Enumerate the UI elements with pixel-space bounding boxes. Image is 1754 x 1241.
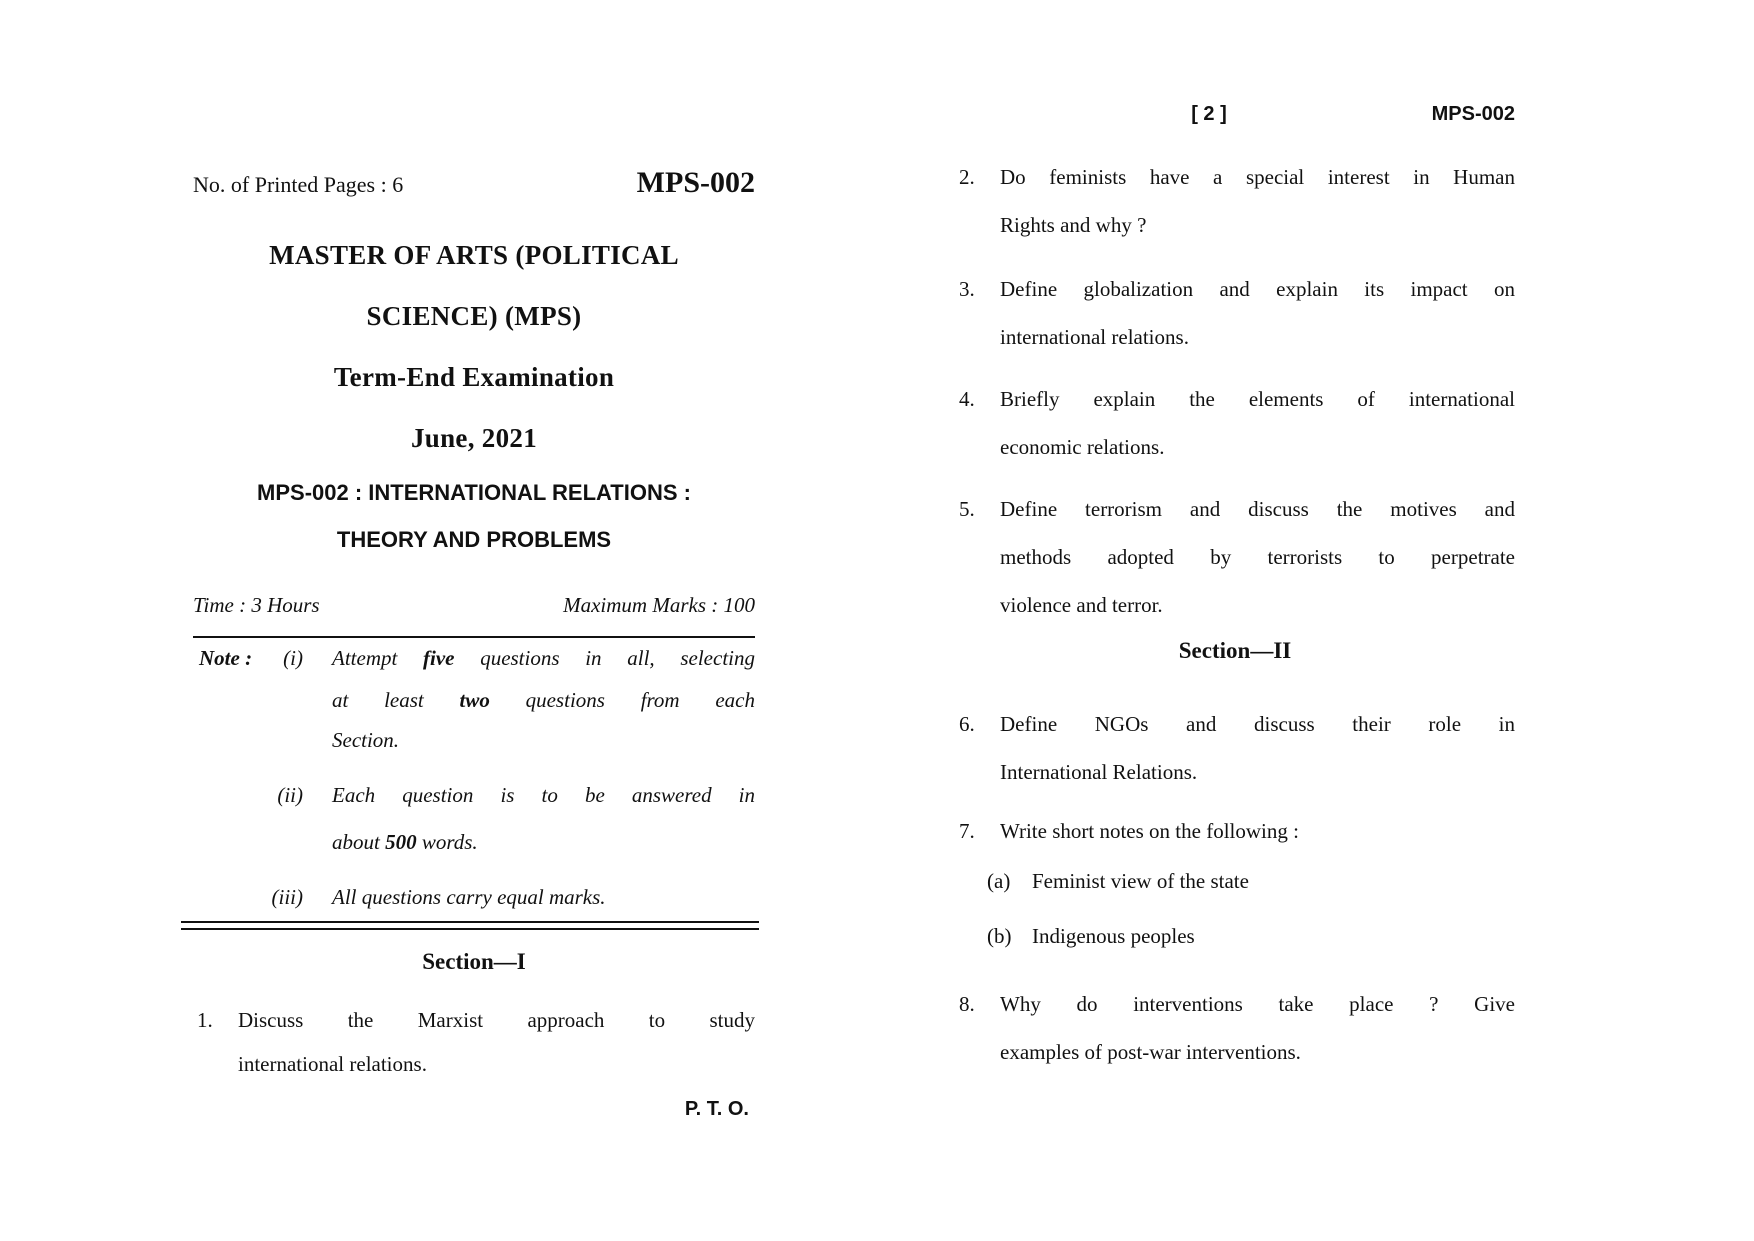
question-1-line1: Discuss the Marxist approach to study xyxy=(238,1008,755,1032)
question-3-line2: international relations. xyxy=(1000,325,1189,349)
question-8-number: 8. xyxy=(959,992,975,1016)
question-3-body xyxy=(1000,265,1515,361)
exam-date: June, 2021 xyxy=(410,423,538,453)
question-2-body xyxy=(1000,153,1515,249)
page-number: [ 2 ] xyxy=(1191,103,1227,125)
question-5-line2: methods adopted by terrorists to perpetrate xyxy=(1000,545,1515,569)
note-label: Note : xyxy=(199,646,253,670)
question-6 xyxy=(955,700,1515,796)
note-text xyxy=(332,783,755,808)
question-1 xyxy=(193,998,755,1086)
question-2 xyxy=(955,153,1515,249)
note-text xyxy=(332,728,755,753)
subitem-b-text: Indigenous peoples xyxy=(1032,924,1195,948)
question-4-line1: Briefly explain the elements of international xyxy=(1000,387,1515,411)
subitem-a-text: Feminist view of the state xyxy=(1032,869,1249,893)
note-marker-ii: (ii) xyxy=(277,783,303,807)
question-4-body xyxy=(1000,375,1515,471)
question-2-number: 2. xyxy=(959,165,975,189)
question-4-number: 4. xyxy=(959,387,975,411)
subitem-b-marker: (b) xyxy=(987,924,1012,948)
paper-code-page2: MPS-002 xyxy=(1431,103,1515,125)
note-item-i-line3 xyxy=(193,728,755,758)
question-5 xyxy=(955,485,1515,629)
question-7-number: 7. xyxy=(959,819,975,843)
note-text-part-bold: five xyxy=(423,646,455,670)
question-2-line2: Rights and why ? xyxy=(1000,213,1147,237)
note-item-ii-line1 xyxy=(193,783,755,813)
question-7-line1: Write short notes on the following : xyxy=(1000,819,1299,843)
subject-line1: MPS-002 : INTERNATIONAL RELATIONS : xyxy=(257,480,691,505)
note-item-iii-line1 xyxy=(193,885,755,915)
note-item-ii-line2 xyxy=(193,830,755,860)
section-1-heading: Section—I xyxy=(422,949,526,974)
note-text-part: Section. xyxy=(332,728,400,752)
question-8-line2: examples of post-war interventions. xyxy=(1000,1040,1301,1064)
note-text-part: about xyxy=(332,830,386,854)
note-text-part-bold: two xyxy=(459,688,490,712)
note-text-part: All questions carry equal marks. xyxy=(332,885,606,909)
note-text-part: Attempt xyxy=(332,646,424,670)
page2-header xyxy=(955,103,1515,129)
note-block xyxy=(193,646,755,926)
note-marker-i: (i) xyxy=(283,646,303,670)
time-label: Time : 3 Hours xyxy=(193,593,320,617)
marks-label: Maximum Marks : 100 xyxy=(563,593,755,617)
question-6-line1: Define NGOs and discuss their role in xyxy=(1000,712,1515,736)
question-7 xyxy=(955,807,1515,855)
note-text-part: Each question is to be answered in xyxy=(332,783,755,807)
note-text-part: questions in all, selecting xyxy=(454,646,755,670)
course-title-line2: SCIENCE) (MPS) xyxy=(366,301,582,331)
exam-title: Term-End Examination xyxy=(333,362,615,392)
question-8-line1: Why do interventions take place ? Give xyxy=(1000,992,1515,1016)
note-text-part: words. xyxy=(416,830,478,854)
question-1-number: 1. xyxy=(197,1008,213,1032)
question-4-line2: economic relations. xyxy=(1000,435,1165,459)
page-2 xyxy=(955,0,1515,1241)
question-5-line1: Define terrorism and discuss the motives and xyxy=(1000,497,1515,521)
paper-code-page1: MPS-002 xyxy=(636,166,755,199)
course-title-line1: MASTER OF ARTS (POLITICAL xyxy=(269,240,679,270)
question-7-body xyxy=(1000,807,1515,855)
note-text xyxy=(332,830,755,855)
note-text xyxy=(332,885,755,910)
question-8 xyxy=(955,980,1515,1076)
question-6-body xyxy=(1000,700,1515,796)
note-text-part: questions from each xyxy=(489,688,755,712)
note-text xyxy=(332,688,755,713)
note-item-i-line2 xyxy=(193,688,755,718)
subject-line2: THEORY AND PROBLEMS xyxy=(336,527,612,552)
question-3 xyxy=(955,265,1515,361)
question-1-line2: international relations. xyxy=(238,1052,427,1076)
note-text-part-bold: 500 xyxy=(385,830,417,854)
note-item-i-line1 xyxy=(193,646,755,676)
page1-header xyxy=(193,166,755,200)
page-1 xyxy=(193,0,755,1241)
question-1-body xyxy=(238,998,755,1086)
question-3-line1: Define globalization and explain its impact on xyxy=(1000,277,1515,301)
question-5-number: 5. xyxy=(959,497,975,521)
subitem-b xyxy=(987,921,1515,951)
question-3-number: 3. xyxy=(959,277,975,301)
pto-label: P. T. O. xyxy=(684,1098,749,1120)
double-rule xyxy=(181,921,759,930)
subitem-a xyxy=(987,866,1515,896)
section-2-heading: Section—II xyxy=(1178,638,1292,663)
note-text xyxy=(332,646,755,671)
question-6-number: 6. xyxy=(959,712,975,736)
question-8-body xyxy=(1000,980,1515,1076)
question-5-body xyxy=(1000,485,1515,629)
note-marker-iii: (iii) xyxy=(271,885,303,909)
question-2-line1: Do feminists have a special interest in Human xyxy=(1000,165,1515,189)
question-4 xyxy=(955,375,1515,471)
note-text-part: at least xyxy=(332,688,460,712)
question-5-line3: violence and terror. xyxy=(1000,593,1163,617)
question-6-line2: International Relations. xyxy=(1000,760,1198,784)
printed-pages-label: No. of Printed Pages : 6 xyxy=(193,172,404,197)
subitem-a-marker: (a) xyxy=(987,869,1011,893)
horizontal-rule xyxy=(193,636,755,638)
time-marks-row xyxy=(193,593,755,618)
